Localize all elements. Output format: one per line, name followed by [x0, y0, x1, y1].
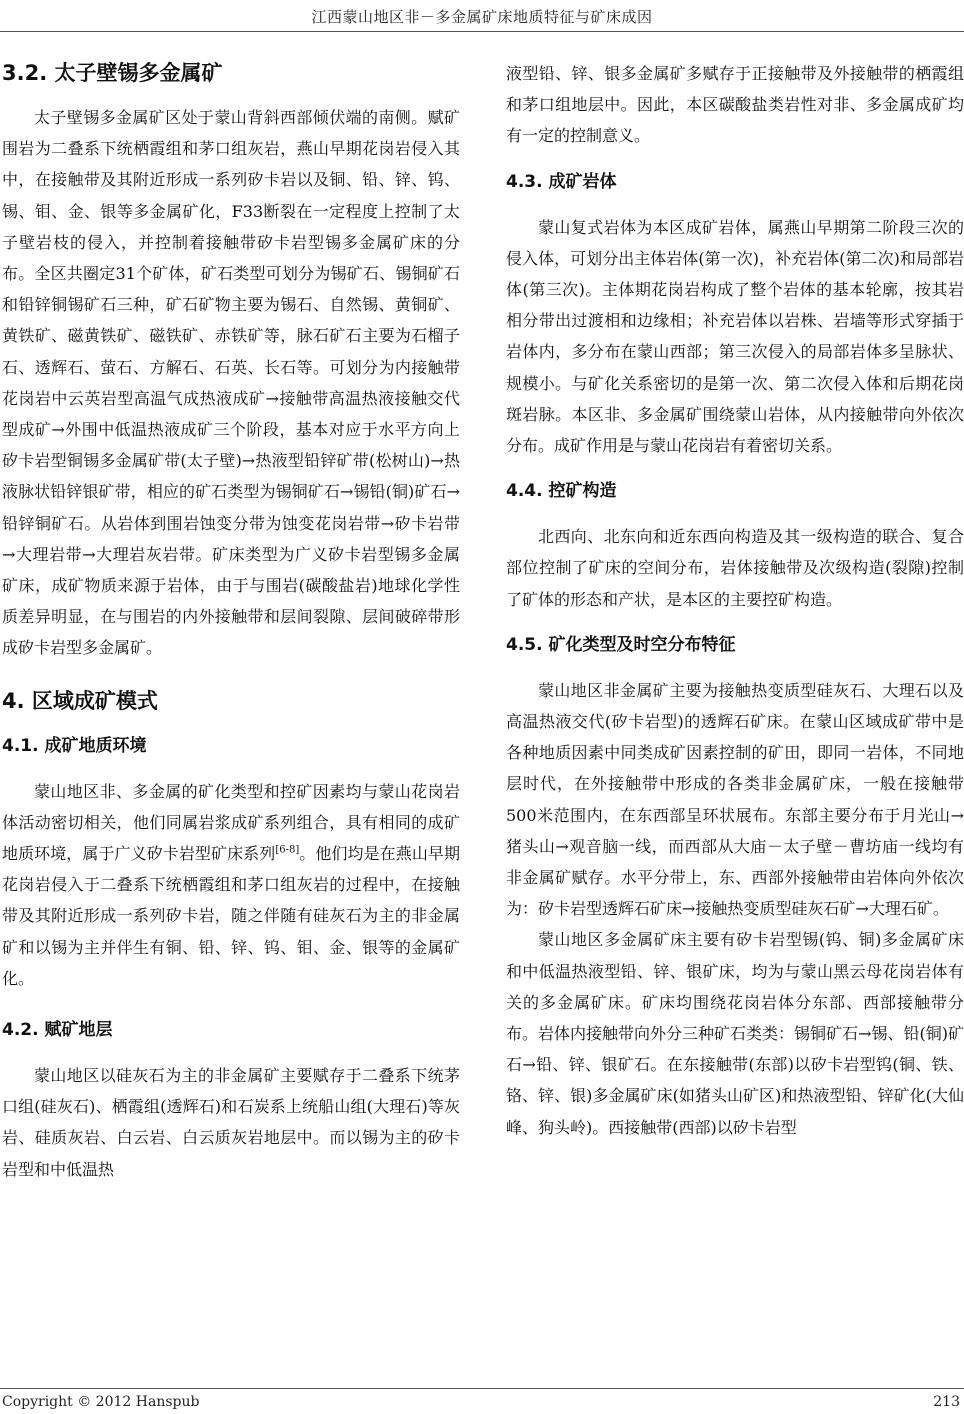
- footer-rule: [0, 1388, 964, 1389]
- section-4-5-heading: 4.5. 矿化类型及时空分布特征: [506, 634, 736, 655]
- section-4-1-text-b: 。他们均是在燕山早期花岗岩侵入于二叠系下统栖霞组和茅口组灰岩的过程中，在接触带及其附近形成一系列矽卡岩，随之伴随有硅灰石为主的非金属矿和以锡为主并伴生有铜、铅、锌、钨、钼、金、银等的金属矿化。: [2, 844, 460, 988]
- left-column: [2, 58, 460, 1185]
- citation-ref: [6-8]: [275, 844, 300, 856]
- section-4-1-text-a: 蒙山地区非、多金属的矿化类型和控矿因素均与蒙山花岗岩体活动密切相关，他们同属岩浆成矿系列组合，具有相同的成矿地质环境，属于广义矽卡岩型矿床系列: [2, 781, 460, 864]
- section-4-4-heading: 4.4. 控矿构造: [506, 481, 617, 502]
- section-4-2-paragraph: 蒙山地区以硅灰石为主的非金属矿主要赋存于二叠系下统茅口组(硅灰石)、栖霞组(透辉石)和石炭系上统船山组(大理石)等灰岩、硅质灰岩、白云岩、白云质灰岩地层中。而以锡为主的矽卡岩型和中低温热: [2, 1066, 460, 1179]
- section-4-5-paragraph-2: 蒙山地区多金属矿床主要有矽卡岩型锡(钨、铜)多金属矿床和中低温热液型铅、锌、银矿床，均为与蒙山黑云母花岗岩体有关的多金属矿床。矿床均围绕花岗岩体分东部、西部接触带分布。岩体内接触带向外分三种矿石类类：锡铜矿石→锡、铅(铜)矿石→铅、锌、银矿石。在东接触带(东部)以矽卡岩型钨(铜、铁、铬、锌、银)多金属矿床(如猪头山矿区)和热液型铅、锌矿化(大仙峰、狗头岭)。西接触带(西部)以矽卡岩型: [506, 930, 964, 1137]
- section-4-heading: 4. 区域成矿模式: [2, 688, 158, 713]
- section-3-2-paragraph: 太子壁锡多金属矿区处于蒙山背斜西部倾伏端的南侧。赋矿围岩为二叠系下统栖霞组和茅口组灰岩，燕山早期花岗岩侵入其中，在接触带及其附近形成一系列矽卡岩以及铜、铅、锌、钨、锡、钼、金、银等多金属矿化，F33断裂在一定程度上控制了太子壁岩枝的侵入，并控制着接触带矽卡岩型锡多金属矿床的分布。全区共圈定31个矿体，矿石类型可划分为锡矿石、锡铜矿石和铅锌铜锡矿石三种，矿石矿物主要为锡石、自然锡、黄铜矿、黄铁矿、磁黄铁矿、磁铁矿、赤铁矿等，脉石矿石主要为石榴子石、透辉石、萤石、方解石、石英、长石等。可划分为内接触带花岗岩中云英岩型高温气成热液成矿→接触带高温热液接触交代型成矿→外围中低温热液成矿三个阶段，基本对应于水平方向上矽卡岩型铜锡多金属矿带(太子壁)→热液型铅锌矿带(松树山)→热液脉状铅锌银矿带，相应的矿石类型为锡铜矿石→锡铅(铜)矿石→铅锌铜矿石。从岩体到围岩蚀变分带为蚀变花岗岩带→矽卡岩带→大理岩带→大理岩灰岩带。矿床类型为广义矽卡岩型锡多金属矿床，成矿物质来源于岩体，由于与围岩(碳酸盐岩)地球化学性质差异明显，在与围岩的内外接触带和层间裂隙、层间破碎带形成矽卡岩型多金属矿。: [2, 108, 460, 658]
- section-4-4-paragraph: 北西向、北东向和近东西向构造及其一级构造的联合、复合部位控制了矿床的空间分布，岩体接触带及次级构造(裂隙)控制了矿体的形态和产状，是本区的主要控矿构造。: [506, 527, 964, 609]
- section-4-2-heading: 4.2. 赋矿地层: [2, 1020, 113, 1041]
- section-3-2-heading: 3.2. 太子壁锡多金属矿: [2, 61, 223, 85]
- page-number: 213: [933, 1394, 960, 1410]
- footer-copyright: Copyright © 2012 Hanspub: [2, 1394, 200, 1410]
- section-4-5-paragraph-1: 蒙山地区非金属矿主要为接触热变质型硅灰石、大理石以及高温热液交代(矽卡岩型)的透辉石矿床。在蒙山区域成矿带中是各种地质因素中同类成矿因素控制的矿田，即同一岩体，不同地层时代，在外接触带中形成的各类非金属矿床，一般在接触带500米范围内，在东西部呈环状展布。东部主要分布于月光山→猪头山→观音脑一线，而西部从大庙－太子壁－曹坊庙一线均有非金属矿赋存。水平分带上，东、西部外接触带由岩体向外依次为：矽卡岩型透辉石矿床→接触热变质型硅灰石矿→大理石矿。: [506, 680, 964, 919]
- header-rule: [0, 31, 964, 32]
- section-4-2-paragraph-continued: 液型铅、锌、银多金属矿多赋存于正接触带及外接触带的栖霞组和茅口组地层中。因此，本区碳酸盐类岩性对非、多金属成矿均有一定的控制意义。: [506, 64, 964, 146]
- right-column: [506, 58, 964, 1143]
- running-header: 江西蒙山地区非－多金属矿床地质特征与矿床成因: [311, 8, 653, 26]
- section-4-3-paragraph: 蒙山复式岩体为本区成矿岩体，属燕山早期第二阶段三次的侵入体，可划分出主体岩体(第一次)，补充岩体(第二次)和局部岩体(第三次)。主体期花岗岩构成了整个岩体的基本轮廓，按其岩相分带出过渡相和边缘相；补充岩体以岩株、岩墙等形式穿插于岩体内，多分布在蒙山西部；第三次侵入的局部岩体多呈脉状、规模小。与矿化关系密切的是第一次、第二次侵入体和后期花岗斑岩脉。本区非、多金属矿围绕蒙山岩体，从内接触带向外依次分布。成矿作用是与蒙山花岗岩有着密切关系。: [506, 217, 964, 456]
- section-4-3-heading: 4.3. 成矿岩体: [506, 171, 617, 192]
- section-4-1-heading: 4.1. 成矿地质环境: [2, 735, 147, 756]
- section-4-1-paragraph: [2, 776, 460, 994]
